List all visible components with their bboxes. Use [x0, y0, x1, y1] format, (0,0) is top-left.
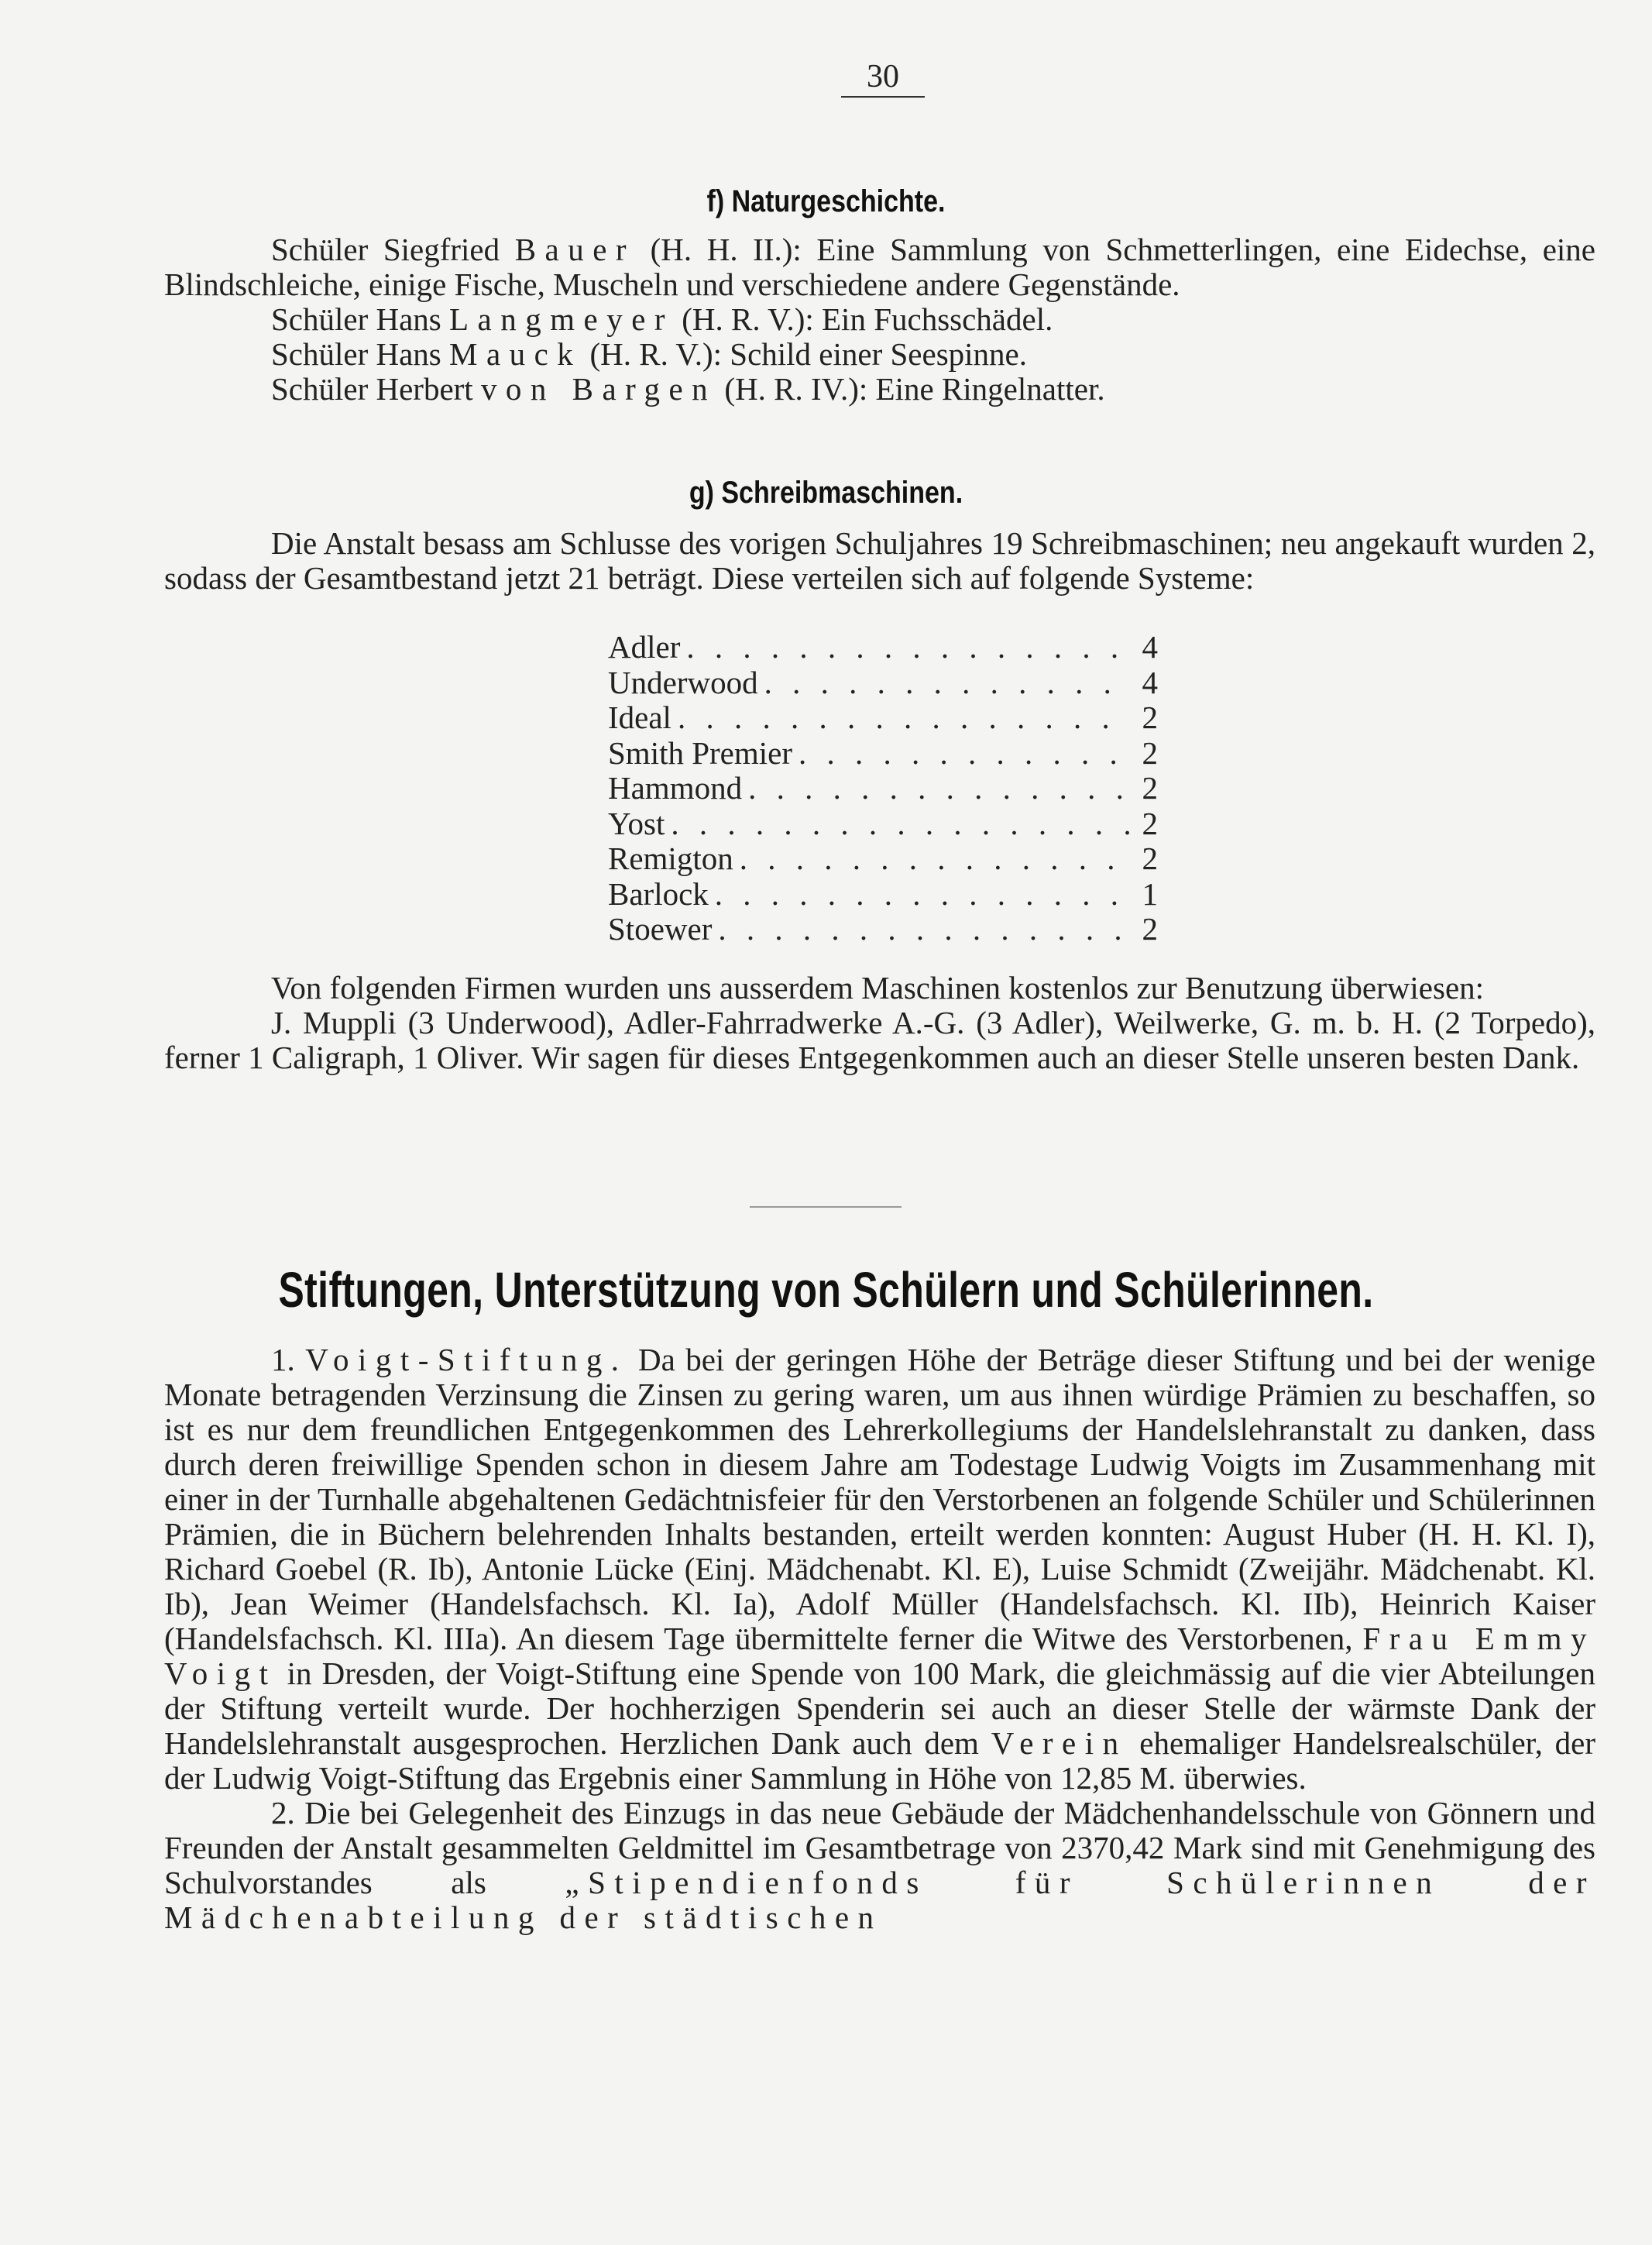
- voigt-stiftung-paragraph: 1. Voigt-Stiftung. Da bei der geringen Höhe der Beträge dieser Stiftung und bei der wenige Monate betragenden Verzinsung die Zinsen zu gering waren, um aus ihnen würdige Prämien zu beschaffen, so ist es nur dem freundlichen Entgegenkommen des Lehrerkollegiums der Handelslehranstalt zu danken, dass durch deren freiwillige Spenden schon in diesem Jahre am Todestage Ludwig Voigts im Zusammenhang mit einer in der Turnhalle abgehaltenen Gedächtnisfeier für den Verstorbenen an folgende Schüler und Schülerinnen Prämien, die in Büchern belehrenden Inhalts bestanden, erteilt werden konnten: August Huber (H. H. Kl. I), Richard Goebel (R. Ib), Antonie Lücke (Einj. Mädchenabt. Kl. E), Luise Schmidt (Zweijähr. Mädchenabt. Kl. Ib), Jean Weimer (Handelsfachsch. Kl. Ia), Adolf Müller (Handelsfachsch. Kl. IIb), Heinrich Kaiser (Handelsfachsch. Kl. IIIa). An diesem Tage übermittelte ferner die Witwe des Verstorbenen, Frau Emmy Voigt in Dresden, der Voigt-Stiftung eine Spende von 100 Mark, die gleichmässig auf die vier Abteilungen der Stiftung verteilt wurde. Der hochherzigen Spenderin sei auch an dieser Stelle der wärmste Dank der Handelslehranstalt ausgesprochen. Herzlichen Dank auch dem Verein ehemaliger Handelsrealschüler, der der Ludwig Voigt-Stiftung das Ergebnis einer Sammlung in Höhe von 12,85 M. überwies.: [164, 1342, 1596, 1796]
- intro-paragraph: Die Anstalt besass am Schlusse des vorigen Schuljahres 19 Schreibmaschinen; neu angekauft wurden 2, sodass der Gesamtbestand jetzt 21 beträgt. Diese verteilen sich auf folgende Systeme:: [164, 525, 1595, 596]
- section-g-intro: [164, 526, 1595, 596]
- foundations-body: [164, 1343, 1595, 1935]
- widow-name: Frau Emmy Voigt: [164, 1621, 1595, 1691]
- machine-row: [608, 912, 1158, 947]
- dot-leader: [671, 700, 1130, 736]
- entry-paragraph: Schüler Hans Mauck (H. R. V.): Schild einer Seespinne.: [271, 336, 1027, 372]
- machine-list: [608, 630, 1158, 947]
- stipendienfonds-name: „Stipendienfonds für Schülerinnen der Mädchenabteilung der städtischen: [164, 1865, 1595, 1935]
- dot-leader: [709, 877, 1130, 913]
- entry-paragraph: Schüler Siegfried Bauer (H. H. II.): Eine Sammlung von Schmetterlingen, eine Eidechse, eine Blindschleiche, einige Fische, Muscheln und verschiedene andere Gegenstände.: [164, 232, 1595, 302]
- foundation-name: Voigt-Stiftung.: [305, 1342, 628, 1377]
- section-g-closing: [164, 971, 1595, 1075]
- machine-count: 2: [1142, 805, 1158, 841]
- section-f-body: [164, 232, 1595, 407]
- entry-paragraph: Schüler Herbert von Bargen (H. R. IV.): Eine Ringelnatter.: [271, 371, 1105, 407]
- machine-row: [608, 877, 1158, 913]
- machine-row: [608, 771, 1158, 806]
- stipendien-paragraph: 2. Die bei Gelegenheit des Einzugs in das neue Gebäude der Mädchenhandelsschule von Gönnern und Freunden der Anstalt gesammelten Geldmittel im Gesamtbetrage von 2370,42 Mark sind mit Genehmigung des Schulvorstandes als „Stipendienfonds für Schülerinnen der Mädchenabteilung der städtischen: [164, 1795, 1595, 1935]
- machine-name: Underwood: [608, 664, 758, 700]
- donors-paragraph: J. Muppli (3 Underwood), Adler-Fahrradwerke A.-G. (3 Adler), Weilwerke, G. m. b. H. (2 Torpedo), ferner 1 Caligraph, 1 Oliver. Wir sagen für dieses Entgegenkommen auch an dieser Stelle unseren besten Dank.: [164, 1005, 1595, 1075]
- machine-name: Ideal: [608, 700, 671, 735]
- dot-leader: [712, 912, 1130, 947]
- student-name: Langmeyer: [449, 301, 675, 337]
- machine-count: 4: [1142, 629, 1158, 665]
- student-name: Bauer: [514, 232, 636, 267]
- dot-leader: [680, 630, 1130, 665]
- machine-name: Barlock: [608, 875, 709, 912]
- machine-name: Smith Premier: [608, 734, 793, 771]
- student-name: Mauck: [449, 336, 582, 372]
- heading-schreibmaschinen: g) Schreibmaschinen.: [689, 476, 963, 510]
- dot-leader: [733, 841, 1130, 877]
- page-number: 30: [841, 57, 925, 98]
- firms-paragraph: Von folgenden Firmen wurden uns ausserdem Maschinen kostenlos zur Benutzung überwiesen:: [271, 970, 1485, 1006]
- machine-name: Remigton: [608, 841, 733, 876]
- section-divider: [750, 1206, 902, 1208]
- machine-row: [608, 841, 1158, 877]
- dot-leader: [665, 806, 1130, 842]
- machine-row: [608, 700, 1158, 736]
- machine-count: 2: [1142, 770, 1158, 806]
- heading-naturgeschichte: f) Naturgeschichte.: [706, 184, 946, 218]
- machine-name: Stoewer: [608, 911, 713, 947]
- student-name: von Bargen: [480, 371, 717, 407]
- machine-count: 2: [1142, 734, 1158, 771]
- entry-paragraph: Schüler Hans Langmeyer (H. R. V.): Ein Fuchsschädel.: [271, 301, 1053, 337]
- machine-row: [608, 736, 1158, 772]
- machine-count: 2: [1142, 841, 1158, 876]
- machine-name: Yost: [608, 805, 665, 841]
- machine-row: [608, 806, 1158, 842]
- dot-leader: [758, 665, 1130, 701]
- machine-name: Adler: [608, 629, 681, 665]
- verein-word: Verein: [991, 1725, 1128, 1761]
- dot-leader: [792, 736, 1130, 772]
- machine-count: 2: [1142, 911, 1158, 947]
- machine-count: 4: [1142, 664, 1158, 700]
- dot-leader: [742, 771, 1130, 806]
- machine-count: 1: [1142, 875, 1158, 912]
- machine-count: 2: [1142, 700, 1158, 735]
- heading-stiftungen: Stiftungen, Unterstützung von Schülern und Schülerinnen.: [278, 1262, 1374, 1318]
- machine-name: Hammond: [608, 770, 743, 806]
- machine-row: [608, 630, 1158, 665]
- machine-row: [608, 665, 1158, 701]
